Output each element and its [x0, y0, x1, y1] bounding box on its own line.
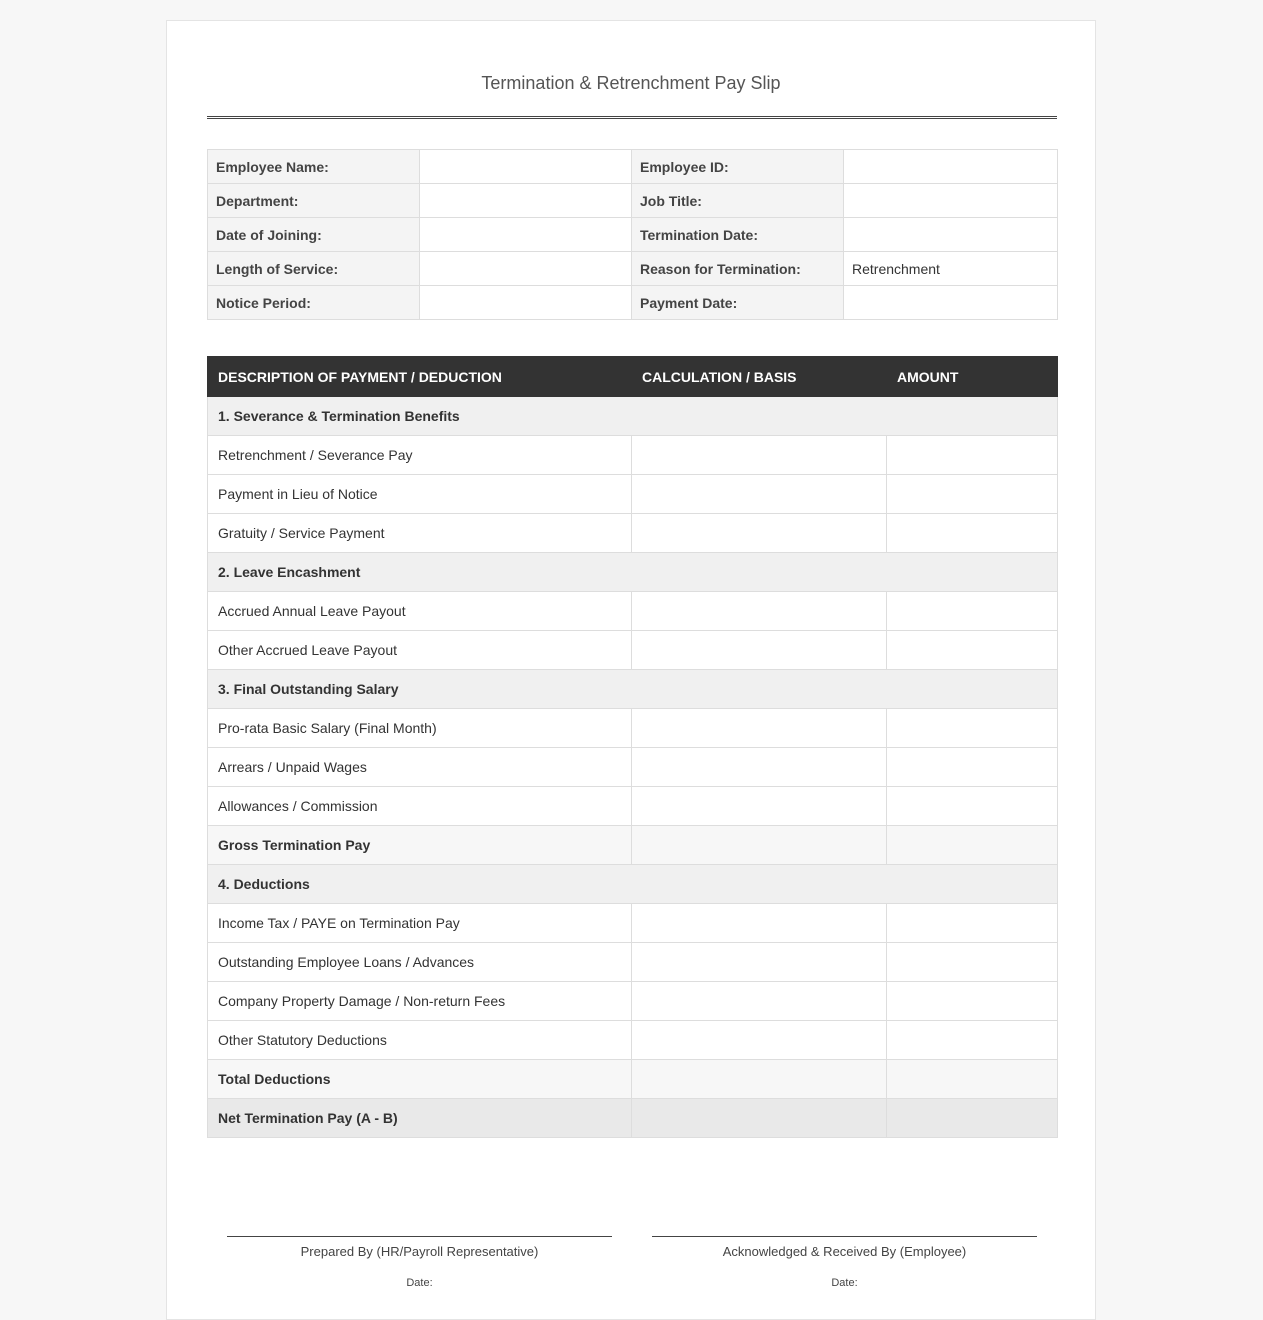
info-row	[208, 252, 1058, 286]
column-header-description: DESCRIPTION OF PAYMENT / DEDUCTION	[208, 357, 632, 397]
line-item-description: Retrenchment / Severance Pay	[208, 436, 632, 475]
title-divider	[207, 116, 1057, 117]
line-item-row	[208, 631, 1058, 670]
info-label: Notice Period:	[208, 286, 420, 320]
calculation-cell[interactable]	[632, 787, 887, 826]
calculation-cell[interactable]	[632, 1021, 887, 1060]
amount-cell[interactable]	[887, 475, 1058, 514]
amount-cell[interactable]	[887, 904, 1058, 943]
calculation-cell[interactable]	[632, 1099, 887, 1138]
amount-cell[interactable]	[887, 826, 1058, 865]
info-label: Department:	[208, 184, 420, 218]
line-item-description: Other Accrued Leave Payout	[208, 631, 632, 670]
pay-slip-page	[166, 20, 1096, 1320]
calculation-cell[interactable]	[632, 826, 887, 865]
line-item-description: Allowances / Commission	[208, 787, 632, 826]
signature-date-label: Date:	[406, 1277, 433, 1289]
signature-prepared-by	[227, 1236, 612, 1289]
line-item-description: Accrued Annual Leave Payout	[208, 592, 632, 631]
line-item-row	[208, 1021, 1058, 1060]
info-label: Date of Joining:	[208, 218, 420, 252]
amount-cell[interactable]	[887, 709, 1058, 748]
line-item-row	[208, 592, 1058, 631]
title-divider	[207, 118, 1057, 119]
info-value[interactable]	[844, 150, 1058, 184]
info-value[interactable]	[420, 218, 632, 252]
line-item-description: Income Tax / PAYE on Termination Pay	[208, 904, 632, 943]
line-item-row	[208, 787, 1058, 826]
info-value[interactable]	[420, 184, 632, 218]
info-value[interactable]	[844, 184, 1058, 218]
signature-line[interactable]	[652, 1236, 1037, 1237]
section-header-row	[208, 397, 1058, 436]
section-header-row	[208, 865, 1058, 904]
amount-cell[interactable]	[887, 1060, 1058, 1099]
amount-cell[interactable]	[887, 1021, 1058, 1060]
info-label: Employee Name:	[208, 150, 420, 184]
signature-acknowledged-by	[652, 1236, 1037, 1289]
info-label: Reason for Termination:	[632, 252, 844, 286]
info-value[interactable]: Retrenchment	[844, 252, 1058, 286]
info-value[interactable]	[420, 286, 632, 320]
info-label: Payment Date:	[632, 286, 844, 320]
amount-cell[interactable]	[887, 1099, 1058, 1138]
amount-cell[interactable]	[887, 787, 1058, 826]
line-item-description: Gross Termination Pay	[208, 826, 632, 865]
payment-table	[207, 356, 1058, 1138]
info-label: Length of Service:	[208, 252, 420, 286]
line-item-description: Outstanding Employee Loans / Advances	[208, 943, 632, 982]
amount-cell[interactable]	[887, 748, 1058, 787]
amount-cell[interactable]	[887, 592, 1058, 631]
section-title: 1. Severance & Termination Benefits	[208, 397, 1058, 436]
subtotal-row	[208, 826, 1058, 865]
subtotal-row	[208, 1060, 1058, 1099]
line-item-row	[208, 982, 1058, 1021]
line-item-description: Company Property Damage / Non-return Fees	[208, 982, 632, 1021]
amount-cell[interactable]	[887, 982, 1058, 1021]
calculation-cell[interactable]	[632, 709, 887, 748]
section-header-row	[208, 553, 1058, 592]
info-row	[208, 184, 1058, 218]
info-value[interactable]	[420, 150, 632, 184]
calculation-cell[interactable]	[632, 631, 887, 670]
amount-cell[interactable]	[887, 943, 1058, 982]
line-item-row	[208, 475, 1058, 514]
calculation-cell[interactable]	[632, 475, 887, 514]
line-item-row	[208, 436, 1058, 475]
calculation-cell[interactable]	[632, 592, 887, 631]
line-item-description: Total Deductions	[208, 1060, 632, 1099]
line-item-description: Other Statutory Deductions	[208, 1021, 632, 1060]
employee-info-table	[207, 149, 1058, 320]
info-value[interactable]	[844, 218, 1058, 252]
amount-cell[interactable]	[887, 631, 1058, 670]
line-item-description: Arrears / Unpaid Wages	[208, 748, 632, 787]
calculation-cell[interactable]	[632, 943, 887, 982]
info-row	[208, 286, 1058, 320]
info-label: Employee ID:	[632, 150, 844, 184]
amount-cell[interactable]	[887, 436, 1058, 475]
page-title: Termination & Retrenchment Pay Slip	[481, 73, 781, 93]
column-header-amount: AMOUNT	[887, 357, 1058, 397]
signature-line[interactable]	[227, 1236, 612, 1237]
payment-table-header	[208, 357, 1058, 397]
section-title: 2. Leave Encashment	[208, 553, 1058, 592]
line-item-row	[208, 514, 1058, 553]
line-item-row	[208, 943, 1058, 982]
signature-date-label: Date:	[831, 1277, 858, 1289]
line-item-row	[208, 709, 1058, 748]
info-label: Job Title:	[632, 184, 844, 218]
calculation-cell[interactable]	[632, 1060, 887, 1099]
line-item-description: Gratuity / Service Payment	[208, 514, 632, 553]
info-value[interactable]	[420, 252, 632, 286]
info-value[interactable]	[844, 286, 1058, 320]
calculation-cell[interactable]	[632, 514, 887, 553]
calculation-cell[interactable]	[632, 982, 887, 1021]
info-label: Termination Date:	[632, 218, 844, 252]
line-item-description: Payment in Lieu of Notice	[208, 475, 632, 514]
info-row	[208, 150, 1058, 184]
section-title: 3. Final Outstanding Salary	[208, 670, 1058, 709]
signature-caption: Acknowledged & Received By (Employee)	[722, 1244, 967, 1259]
net-total-row	[208, 1099, 1058, 1138]
signature-caption: Prepared By (HR/Payroll Representative)	[300, 1244, 539, 1259]
section-header-row	[208, 670, 1058, 709]
calculation-cell[interactable]	[632, 436, 887, 475]
section-title: 4. Deductions	[208, 865, 1058, 904]
amount-cell[interactable]	[887, 514, 1058, 553]
calculation-cell[interactable]	[632, 904, 887, 943]
info-row	[208, 218, 1058, 252]
calculation-cell[interactable]	[632, 748, 887, 787]
column-header-calculation: CALCULATION / BASIS	[632, 357, 887, 397]
line-item-row	[208, 904, 1058, 943]
line-item-description: Net Termination Pay (A - B)	[208, 1099, 632, 1138]
line-item-row	[208, 748, 1058, 787]
line-item-description: Pro-rata Basic Salary (Final Month)	[208, 709, 632, 748]
